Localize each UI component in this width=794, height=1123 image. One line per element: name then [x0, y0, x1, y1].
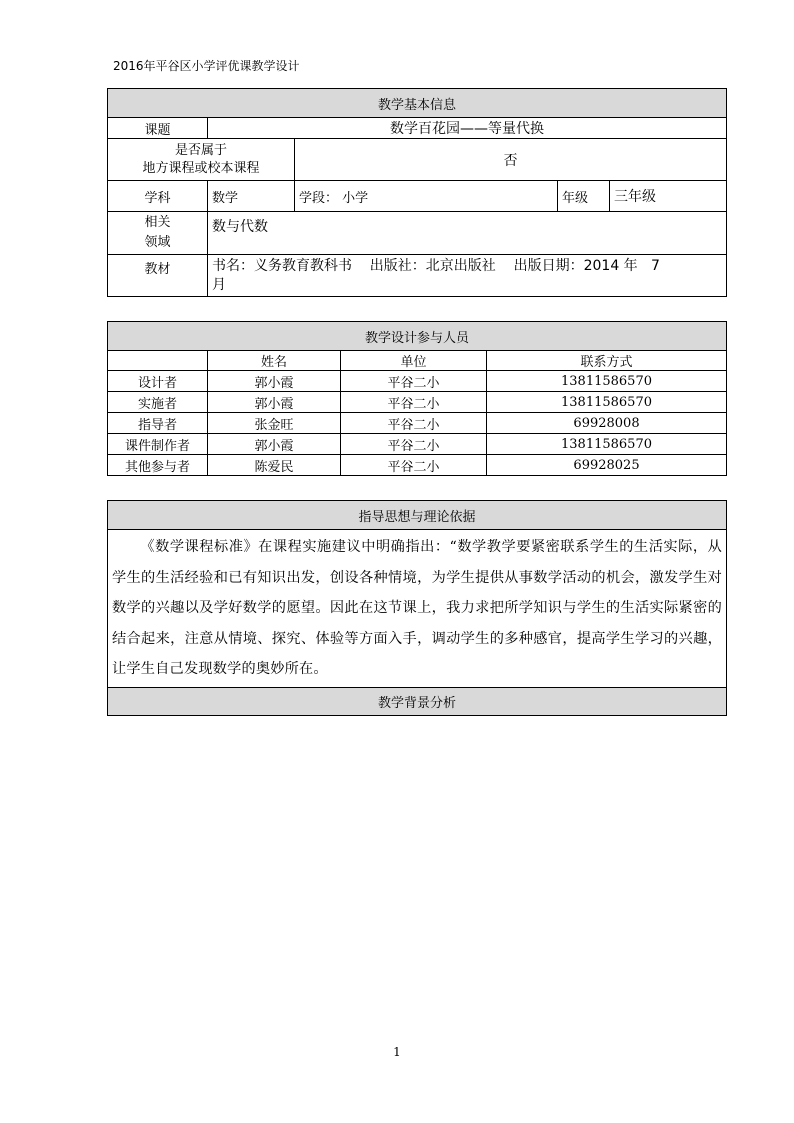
- name-cell: 郭小霞: [208, 392, 341, 413]
- name-cell: 郭小霞: [208, 434, 341, 455]
- topic-label: 课题: [108, 118, 208, 139]
- guiding-title: 指导思想与理论依据: [108, 501, 727, 530]
- subject-label: 学科: [108, 181, 208, 212]
- contact-cell: 13811586570: [487, 434, 727, 455]
- guiding-paragraph: 《数学课程标准》在课程实施建议中明确指出：“数学教学要紧密联系学生的生活实际，从学生的生活经验和已有知识出发，创设各种情境，为学生提供从事数学活动的机会，激发学生对数学的兴趣以及学好数学的愿望。因此在这节课上，我力求把所学知识与学生的生活实际紧密的结合起来，注意从情境、探究、体验等方面入手，调动学生的多种感官，提高学生学习的兴趣，让学生自己发现数学的奥妙所在。: [108, 530, 727, 688]
- column-header: [108, 351, 208, 371]
- role-cell: 课件制作者: [108, 434, 208, 455]
- participants-table: [107, 321, 727, 476]
- unit-cell: 平谷二小: [341, 455, 487, 476]
- participants-header-row: [108, 351, 727, 371]
- page-header: 2016年平谷区小学评优课教学设计: [113, 59, 300, 73]
- column-header-contact: 联系方式: [487, 351, 727, 371]
- name-cell: 张金旺: [208, 413, 341, 434]
- role-cell: 实施者: [108, 392, 208, 413]
- field-value: 数与代数: [208, 212, 727, 255]
- basic-info-title: 教学基本信息: [108, 89, 727, 118]
- table-row: [108, 455, 727, 476]
- role-cell: 其他参与者: [108, 455, 208, 476]
- topic-value: 数学百花园——等量代换: [208, 118, 727, 139]
- textbook-label: 教材: [108, 255, 208, 297]
- column-header-name: 姓名: [208, 351, 341, 371]
- unit-cell: 平谷二小: [341, 371, 487, 392]
- contact-cell: 13811586570: [487, 371, 727, 392]
- table-row: [108, 434, 727, 455]
- table-row: [108, 413, 727, 434]
- textbook-line2: 月: [212, 277, 226, 293]
- contact-cell: 69928008: [487, 413, 727, 434]
- role-cell: 设计者: [108, 371, 208, 392]
- basic-info-table: [107, 88, 727, 297]
- field-label-line1: 相关: [144, 215, 171, 230]
- contact-cell: 13811586570: [487, 392, 727, 413]
- stage-label: 学段： 小学: [295, 181, 558, 212]
- page-number: 1: [393, 1045, 401, 1059]
- name-cell: 陈爱民: [208, 455, 341, 476]
- field-label: [108, 212, 208, 255]
- grade-label: 年级: [558, 181, 610, 212]
- grade-value: 三年级: [610, 181, 727, 212]
- local-course-label-line2: 地方课程或校本课程: [142, 160, 260, 176]
- participants-title: 教学设计参与人员: [108, 322, 727, 351]
- local-course-label: [108, 139, 295, 181]
- name-cell: 郭小霞: [208, 371, 341, 392]
- table-row: [108, 392, 727, 413]
- textbook-value: [208, 255, 727, 297]
- role-cell: 指导者: [108, 413, 208, 434]
- contact-cell: 69928025: [487, 455, 727, 476]
- local-course-value: 否: [295, 139, 727, 181]
- column-header-unit: 单位: [341, 351, 487, 371]
- unit-cell: 平谷二小: [341, 434, 487, 455]
- textbook-line1: 书名：义务教育教科书 出版社：北京出版社 出版日期：2014 年 7: [212, 258, 660, 274]
- background-analysis-title: 教学背景分析: [108, 687, 727, 715]
- field-label-line2: 领域: [144, 235, 171, 250]
- table-row: [108, 371, 727, 392]
- subject-value: 数学: [208, 181, 295, 212]
- local-course-label-line1: 是否属于: [174, 142, 227, 158]
- unit-cell: 平谷二小: [341, 392, 487, 413]
- guiding-thought-table: [107, 500, 727, 716]
- unit-cell: 平谷二小: [341, 413, 487, 434]
